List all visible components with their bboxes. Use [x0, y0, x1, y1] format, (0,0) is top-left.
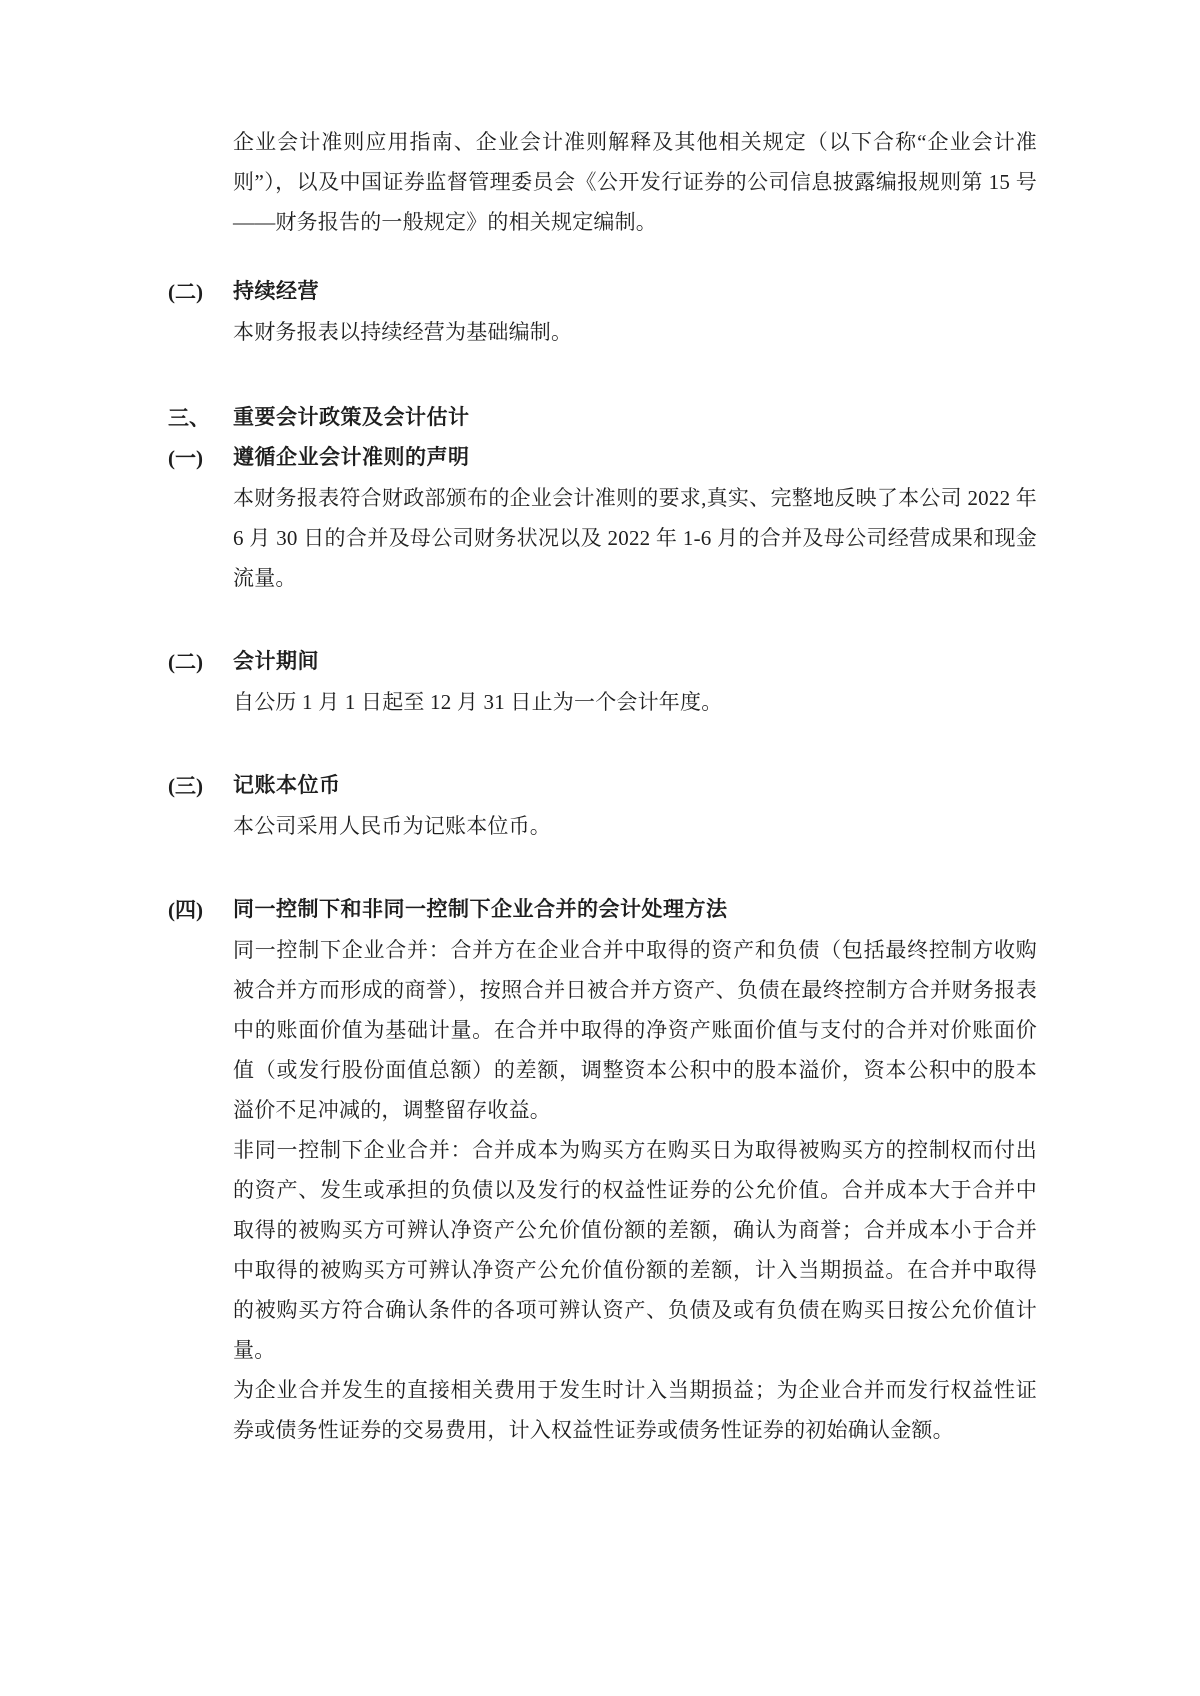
- section-heading-row: [168, 642, 1037, 682]
- section-title: 记账本位币: [233, 774, 341, 797]
- section-heading-row: [168, 766, 1037, 806]
- section-label: (二): [168, 280, 203, 304]
- section-body-row: [168, 930, 1037, 1130]
- section-paragraph: 本财务报表符合财政部颁布的企业会计准则的要求,真实、完整地反映了本公司 2022 年 6 月 30 日的合并及母公司财务状况以及 2022 年 1-6 月的合并及母公司经营成果和现金流量。: [233, 486, 1037, 590]
- chapter-title: 重要会计政策及会计估计: [233, 406, 470, 429]
- section-paragraph: 同一控制下企业合并：合并方在企业合并中取得的资产和负债（包括最终控制方收购被合并方而形成的商誉），按照合并日被合并方资产、负债在最终控制方合并财务报表中的账面价值为基础计量。在合并中取得的净资产账面价值与支付的合并对价账面价值（或发行股份面值总额）的差额，调整资本公积中的股本溢价，资本公积中的股本溢价不足冲减的，调整留存收益。: [233, 938, 1037, 1122]
- continuation-paragraph: 企业会计准则应用指南、企业会计准则解释及其他相关规定（以下合称“企业会计准则”），以及中国证券监督管理委员会《公开发行证券的公司信息披露编报规则第 15 号——财务报告的一般规定》的相关规定编制。: [233, 130, 1037, 234]
- section-paragraph: 为企业合并发生的直接相关费用于发生时计入当期损益；为企业合并而发行权益性证券或债务性证券的交易费用，计入权益性证券或债务性证券的初始确认金额。: [233, 1378, 1037, 1442]
- section-body-row: [168, 682, 1037, 722]
- section-functional-currency: [168, 766, 1037, 846]
- section-title: 持续经营: [233, 280, 319, 303]
- section-heading-row: [168, 438, 1037, 478]
- section-paragraph: 自公历 1 月 1 日起至 12 月 31 日止为一个会计年度。: [233, 690, 723, 714]
- section-title: 遵循企业会计准则的声明: [233, 446, 470, 469]
- section-compliance-statement: [168, 438, 1037, 598]
- section-body-row: [168, 312, 1037, 352]
- chapter-heading-row: [168, 398, 1037, 438]
- section-body-row: [168, 478, 1037, 598]
- continuation-paragraph-row: [168, 122, 1037, 242]
- section-paragraph: 本公司采用人民币为记账本位币。: [233, 814, 551, 838]
- section-heading-row: [168, 890, 1037, 930]
- section-label: (二): [168, 650, 203, 674]
- section-paragraph: 非同一控制下企业合并：合并成本为购买方在购买日为取得被购买方的控制权而付出的资产、发生或承担的负债以及发行的权益性证券的公允价值。合并成本大于合并中取得的被购买方可辨认净资产公允价值份额的差额，确认为商誉；合并成本小于合并中取得的被购买方可辨认净资产公允价值份额的差额，计入当期损益。在合并中取得的被购买方符合确认条件的各项可辨认资产、负债及或有负债在购买日按公允价值计量。: [233, 1138, 1037, 1362]
- section-heading-row: [168, 272, 1037, 312]
- section-label: (四): [168, 898, 203, 922]
- section-going-concern: [168, 272, 1037, 352]
- section-title: 同一控制下和非同一控制下企业合并的会计处理方法: [233, 898, 728, 921]
- section-business-combinations: [168, 890, 1037, 1450]
- section-label: (一): [168, 446, 203, 470]
- chapter-label: 三、: [168, 406, 210, 430]
- section-body-row: [168, 1130, 1037, 1370]
- section-body-row: [168, 1370, 1037, 1450]
- section-paragraph: 本财务报表以持续经营为基础编制。: [233, 320, 573, 344]
- section-accounting-period: [168, 642, 1037, 722]
- section-title: 会计期间: [233, 650, 319, 673]
- section-label: (三): [168, 774, 203, 798]
- section-body-row: [168, 806, 1037, 846]
- chapter-accounting-policies: [168, 398, 1037, 438]
